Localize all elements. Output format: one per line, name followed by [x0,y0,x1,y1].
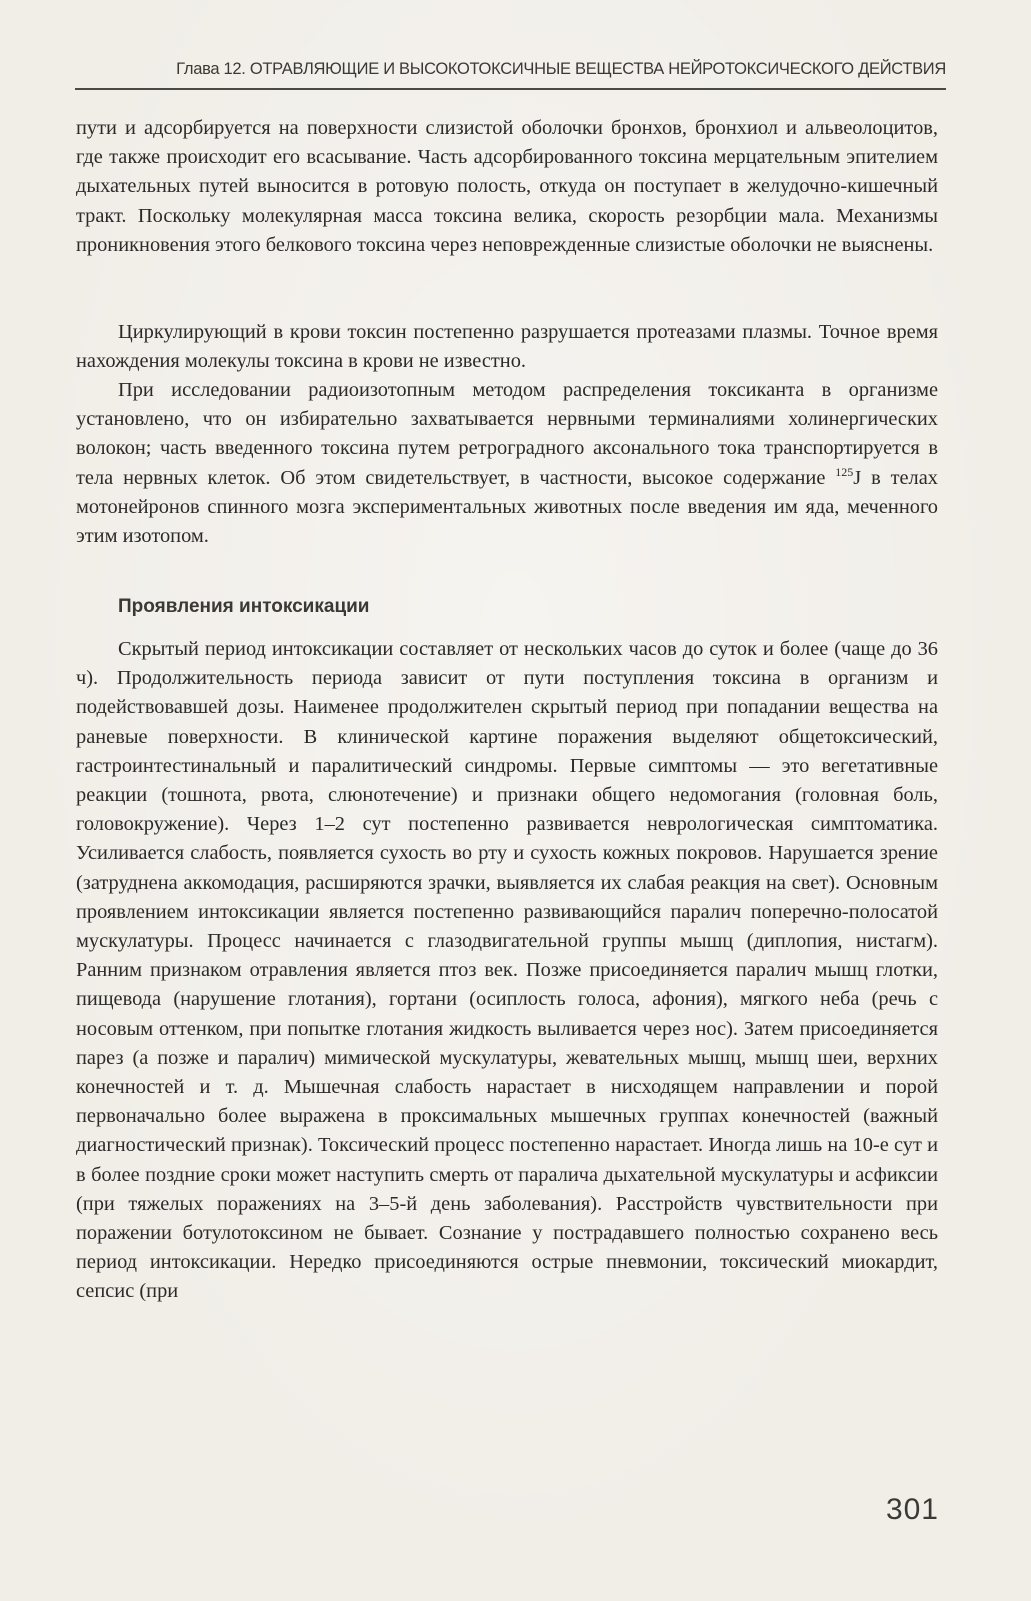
paragraph: пути и адсорбируется на поверхности слизистой оболочки бронхов, бронхиол и альвеолоцитов, где также происходит его всасывание. Часть адсорбированного токсина мерцательным эпителием дыхательных путей выносится в ротовую полость, откуда он поступает в желудочно-кишечный тракт. Поскольку молекулярная масса токсина велика, скорость резорбции мала. Механизмы проникновения этого белкового токсина через неповрежденные слизистые оболочки не выяснены. [76,117,938,256]
text-block-radioisotope [76,376,938,551]
running-header [75,58,946,90]
isotope-superscript: 125 [835,464,854,479]
text-block-continuation [76,114,938,260]
paragraph: Скрытый период интоксикации составляет от нескольких часов до суток и более (чаще до 36 ч). Продолжительность периода зависит от пути поступления токсина в организм и подействовавшей дозы. Наименее продолжителен скрытый период при попадании вещества на раневые поверхности. В клинической картине поражения выделяют общетоксический, гастроинтестинальный и паралитический синдромы. Первые симптомы — это вегетативные реакции (тошнота, рвота, слюнотечение) и признаки общего недомогания (головная боль, головокружение). Через 1–2 сут постепенно развивается неврологическая симптоматика. Усиливается слабость, появляется сухость во рту и сухость кожных покровов. Нарушается зрение (затруднена аккомодация, расширяются зрачки, выявляется их слабая реакция на свет). Основным проявлением интоксикации является постепенно развивающийся паралич поперечно-полосатой мускулатуры. Процесс начинается с глазодвигательной группы мышц (диплопия, нистагм). Ранним признаком отравления является птоз век. Позже присоединяется паралич мышц глотки, пищевода (нарушение глотания), гортани (осиплость голоса, афония), мягкого неба (речь с носовым оттенком, при попытке глотания жидкость выливается через нос). Затем присоединяется парез (а позже и паралич) мимической мускулатуры, жевательных мышц, мышц шеи, верхних конечностей и т. д. Мышечная слабость нарастает в нисходящем направлении и порой первоначально более выражена в проксимальных мышечных группах конечностей (важный диагностический признак). Токсический процесс постепенно нарастает. Иногда лишь на 10-е сут и в более поздние сроки может наступить смерть от паралича дыхательной мускулатуры и асфиксии (при тяжелых поражениях на 3–5-й день заболевания). Расстройств чувствительности при поражении ботулотоксином не бывает. Сознание у пострадавшего полностью сохранено весь период интоксикации. Нередко присоединяются острые пневмонии, токсический миокардит, сепсис (при [76,638,938,1303]
text-block-circulation [76,318,938,376]
paragraph-text: J в телах мотонейронов спинного мозга экспериментальных животных после введения им яда, меченного этим изотопом. [76,466,938,548]
paragraph-text: При исследовании радиоизотопным методом распределения токсиканта в организме установлено, что он избирательно захватывается нервными терминалиями холинергических волокон; часть введенного токсина путем ретроградного аксонального тока транспортируется в тела нервных клеток. Об этом свидетельствует, в частности, высокое содержание [76,379,938,489]
page-number: 301 [885,1493,939,1526]
section-heading: Проявления интоксикации [118,596,370,617]
running-title: Глава 12. ОТРАВЛЯЮЩИЕ И ВЫСОКОТОКСИЧНЫЕ ВЕЩЕСТВА НЕЙРОТОКСИЧЕСКОГО ДЕЙСТВИЯ [176,60,946,78]
paragraph [76,376,938,551]
paragraph: Циркулирующий в крови токсин постепенно разрушается протеазами плазмы. Точное время нахождения молекулы токсина в крови не известно. [76,321,938,373]
text-block-manifestations [76,635,938,1307]
